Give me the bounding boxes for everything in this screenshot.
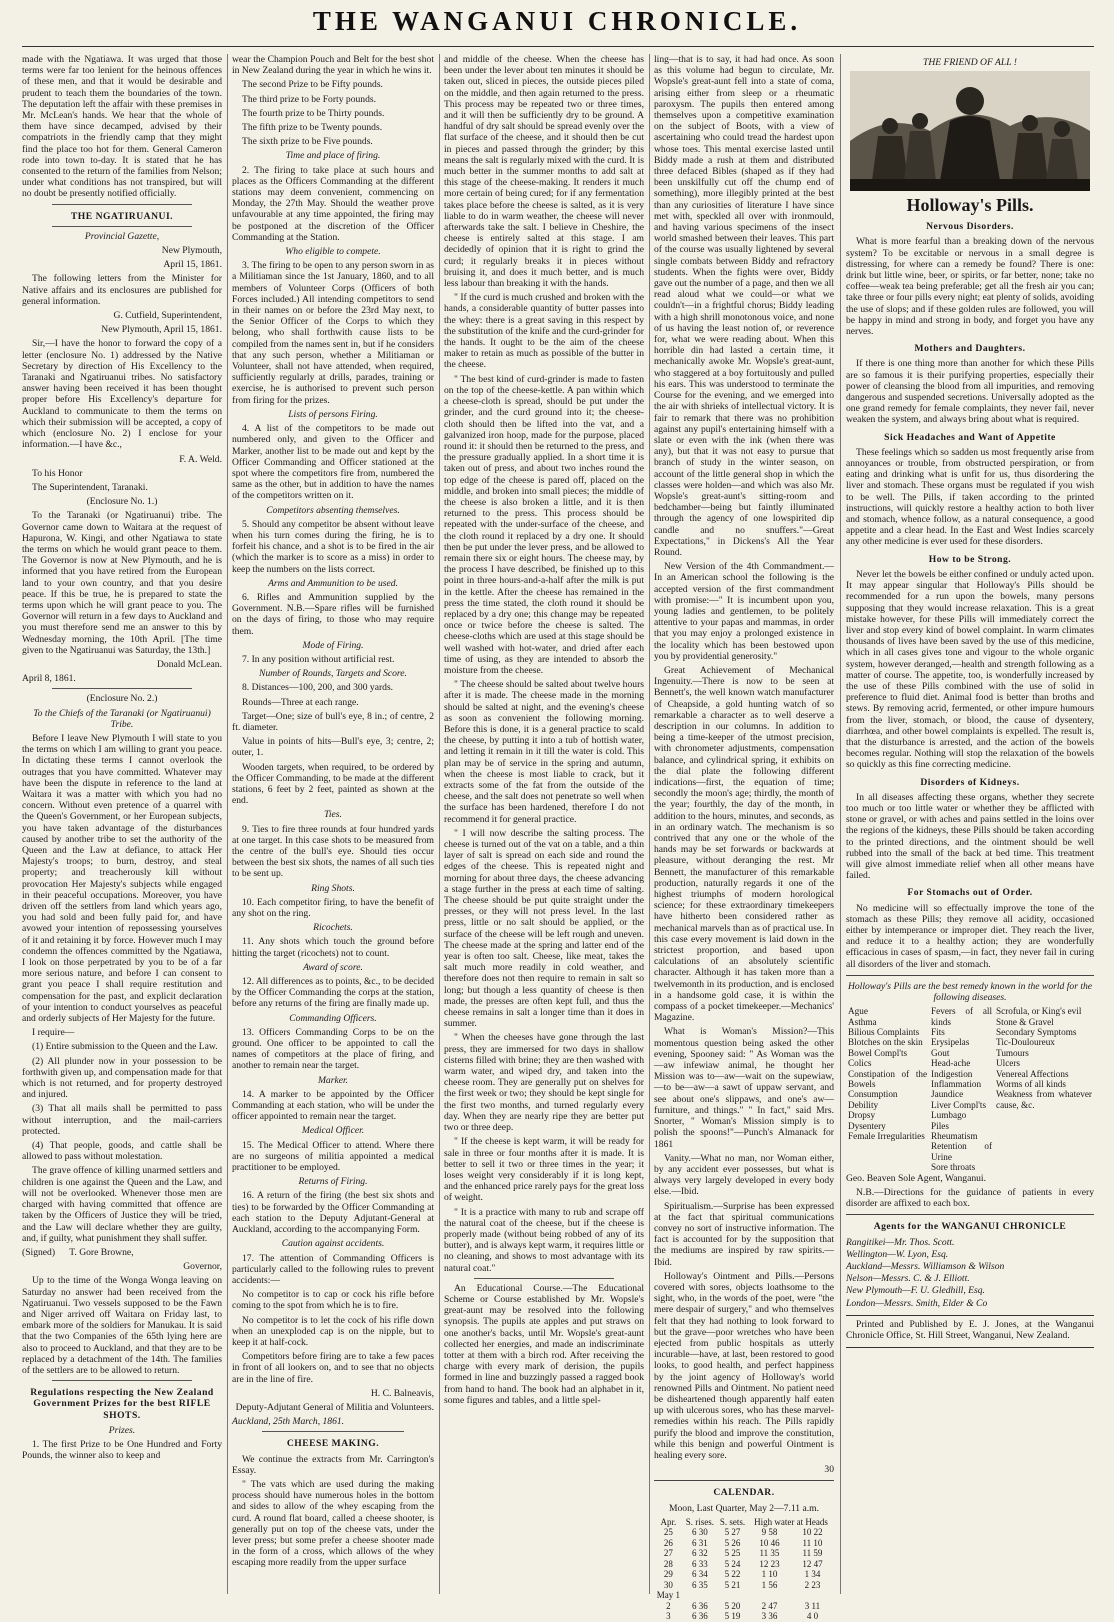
paragraph: Wooden targets, when required, to be ordered by the Officer Commanding, to be made at the different stations, 6 feet by 2 feet, painted as shown at the end. [232,761,434,807]
disease-item: Bilious Complaints [848,1027,920,1038]
calendar-cell: 2 [666,1600,671,1611]
diseases-column [929,1006,994,1173]
calendar-cell: 5 22 [724,1569,741,1580]
divider [846,1214,1094,1215]
list-item: The sixth prize to be Five pounds. [242,136,373,148]
paragraph: Competitors before firing are to take a few paces in front of all lookers on, and to see that no objects are in the line of fire. [232,1351,434,1385]
address-line: To his Honor [32,467,83,479]
paragraph: " It is a practice with many to rub and scrape off the natural coat of the cheese, but if the cheese is properly made (without being robbed of any of its butter), and is always kept warm, it requires little or no cleaning, and shows to most advantage with its natural coat." [444,1206,644,1274]
subheading: Medical Officer. [301,1125,365,1137]
disease-item: Indigestion [931,1068,973,1079]
disease-item: Head-ache [931,1058,971,1069]
calendar-cell: 6 30 [691,1527,708,1538]
calendar-row [654,1590,834,1601]
paragraph: " If the curd is much crushed and broken with the hands, a considerable quantity of butter passes into the whey: there is a great saving in this respect by the substitution of the knife and the curd-grinder for the hands. It ought to be the aim of the cheese maker to retain as much as possible of the butter in the cheese. [444,292,644,371]
disease-item: Female Irregularities [848,1131,925,1142]
calendar-cell: 3 36 [761,1611,778,1622]
disease-item: Constipation of the Bowels [848,1068,928,1090]
divider [52,688,192,689]
enclosure-heading: (Enclosure No. 1.) [86,496,158,508]
paragraph: " I will now describe the salting process. The cheese is turned out of the vat on a table, and a thin layer of salt is spread on each side and round the edges of the cheese. This is repeated night and morning for about three days, the cheese advancing a stage further in the press at each time of salting. The cheese should be put quite straight under the presses, or they will not press level. In the last press, little or no salt should be applied, or the surface of the cheese will be left rough and uneven. The cheese made at the spring and latter end of the year is often too salt. Cheese, like meat, takes the salt much more readily in cold weather, and therefore does not then require to remain in salt so long; but though a less quantity of cheese is then made, the presses are often kept full, and thus the cheese remains in salt a longer time than it does in summer. [444,827,644,1030]
subheading: Ricochets. [313,922,353,934]
paragraph: " The vats which are used during the making process should have numerous holes in the bottom and sides to allow of the whey escaping from the curd. A round flat board, called a cheese shooter, is generally put on top of the cheese vats, under the lever press; but some prefer a cheese shooter made in the form of a cross, which allows of the whey escaping more readily from the upper surface [232,1478,434,1569]
disease-item: Ulcers [996,1058,1021,1069]
signature: H. C. Balneavis, [370,1387,434,1399]
paragraph: N.B.—Directions for the guidance of patients in every disorder are affixed to each box. [846,1186,1094,1210]
calendar-col-header: S. sets. [719,1516,746,1527]
column-1 [22,54,222,1594]
date-line: April 8, 1861. [22,673,76,685]
signature-title: Governor, [183,1261,222,1273]
advert-heading: For Stomachs out of Order. [907,887,1033,899]
subheading: Ties. [324,809,342,821]
agent-line: Auckland—Messrs. Williamson & Wilson [846,1260,1005,1272]
disease-item: Tumours [996,1047,1029,1058]
paragraph: Sir,—I have the honor to forward the copy of a letter (enclosure No. 1) addressed by the Native Secretary by direction of His Excellency to the Taranaki and Ngatiruanui tribes. No satisfactory answer having been received it has been thought proper before His Excellency's departure for Auckland to communicate to them the terms on which their submission will be accepted, a copy of which (enclosure No. 2) I enclose for your information.—I have &c., [22,338,222,451]
calendar-row [654,1569,834,1580]
calendar-row [654,1611,834,1622]
calendar-cell: 11 35 [759,1548,780,1559]
advert-heading: How to be Strong. [928,553,1012,565]
disease-item: Stone & Gravel [996,1016,1054,1027]
enclosure-heading: (Enclosure No. 2.) [86,693,158,705]
column-5 [846,54,1094,1594]
paragraph: 8. Distances—100, 200, and 300 yards. [242,682,394,694]
calendar-cell [683,1590,717,1601]
paragraph: 6. Rifles and Ammunition supplied by the Government. N.B.—Spare rifles will be furnished on the days of firing, to those who may require them. [232,591,434,637]
disease-item: Scrofula, or King's evil [996,1006,1082,1017]
paragraph: Before I leave New Plymouth I will state to you the terms on which I am willing to grant you peace. In dictating these terms I cannot overlook the outrages that you have committed. Whatever may have been the dispute in reference to the land at Waitara it was a matter with which you had no concern. Without even pretence of a quarrel with the Queen's Government, or her European subjects, you have taken advantage of the disturbances caused by another tribe to set the authority of the Queen and the Law at defiance, to attack Her Majesty's troops; to burn, destroy, and steal property; and treacherously kill without provocation Her Majesty's subjects while engaged in their peaceful occupations. Moreover, you have driven off the settlers from land which years ago, you had sold and been fully paid for, and have avowed your intention of repossessing yourselves of it and retaining it by force. However much I may condemn the offences committed by the Ngatiawa, I look on those perpetrated by you to be of a far more serious nature, and before I can consent to grant you peace I shall require restitution and compensation for the past, and explicit declaration of your intention to conduct yourselves as peaceful and orderly subjects of Her Majesty for the future. [22,732,222,1025]
paragraph: No medicine will so effectually improve the tone of the stomach as these Pills; they remove all acidity, occasioned either by intemperance or improper diet. They reach the liver, and reduce it to a healthy action; they are wonderfully efficacious in cases of spasm,—in fact, they never fail in curing all disorders of the liver and stomach. [846,902,1094,970]
calendar-row [654,1559,834,1570]
subheading: Marker. [317,1074,349,1086]
place-line: New Plymouth, [161,245,222,257]
calendar-cell: 28 [663,1558,673,1569]
advert-brand: Holloway's Pills. [906,195,1034,216]
disease-item: Jaundice [931,1089,964,1100]
address-line: The Superintendent, Taranaki. [32,481,148,493]
subheading: Prizes. [108,1424,136,1436]
agent-line: London—Messrs. Smith, Elder & Co [846,1297,988,1309]
agent-line: Nelson—Messrs. C. & J. Elliott. [846,1273,970,1285]
paragraph: Vanity.—What no man, nor Woman either, by any accident ever possesses, but what is always very largely developed in every body else.—Ibid. [654,1152,834,1198]
calendar-cell [717,1590,748,1601]
calendar-cell: 1 10 [761,1569,778,1580]
calendar-cell: 2 23 [804,1579,821,1590]
list-item: The fourth prize to be Thirty pounds. [242,107,385,119]
diseases-column [846,1006,929,1173]
divider [52,226,192,227]
paragraph: " When the cheeses have gone through the last press, they are immersed for two days in shallow cisterns filled with brine; they are then washed with warm water, and wiped dry, and taken into the cheese room. They are generally put on shelves for the first week or two; they should be kept single for the first two months, and turned regularly every day. When they are nearly ripe they are better put two or three deep. [444,1032,644,1134]
disease-item: Sore throats [931,1162,976,1173]
paragraph: 16. A return of the firing (the best six shots and ties) to be forwarded by the Officer Commanding at each station to the Deputy Adjutant-General at Auckland, according to the accompanying Form. [232,1190,434,1236]
paragraph: We continue the extracts from Mr. Carrington's Essay. [232,1453,434,1476]
subheading: Caution against accidents. [281,1238,385,1250]
paragraph: Never let the bowels be either confined or unduly acted upon. It may appear singular that Holloway's Pills should be recommended for a run upon the bowels, many persons supposing that they would increase relaxation. This is a great mistake however, for these Pills will immediately correct the liver and stop every kind of bowel complaint. In warm climates thousands of lives have been saved by the use of this medicine, which in all cases gives tone and vigour to the whole organic system, however deranged,—health and strength following as a matter of course. The appetite, too, is wonderfully increased by the use of these Pills combined with the use of solid in preference to fluid diet. Animal food is better than broths and stews. By removing acrid, fermented, or other impure humours from the liver, stomach, or blood, the cause of dysentery, diarrhœa, and other bowel complaints is expelled. The result is, that the disturbance is arrested, and the action of the bowels becomes regular. Nothing will stop the relaxation of the bowels so quickly as this fine correcting medicine. [846,568,1094,771]
paragraph: These feelings which so sadden us most frequently arise from annoyances or trouble, from obstructed perspiration, or from eating and drinking what is unfit for us, thus disordering the liver and stomach. These organs must be regulated if you wish to be well. The Pills, if taken according to the printed instructions, will quickly restore a healthy action to both liver and stomach, whence follow, as a natural consequence, a good appetite and a clear head. In the East and West Indies scarcely any other medicine is ever used for these disorders. [846,446,1094,548]
paragraph: What is Woman's Mission?—This momentous question being asked the other evening, Spooney said: " As Woman was the—aw infewiaw animal, he thought her Mission was to—aw—wait on the supewiaw,—to be—aw—a sawt of uppaw servant, and see about one's slippaws, and one's aw—furniture, and things." " In fact," said Mrs. Snorter, " Woman's Mission simply is to polish the spoons!"—Punch's Almanack for 1861 [654,1026,834,1150]
disease-item: Dysentery [848,1120,886,1131]
advert-heading: Mothers and Daughters. [914,343,1026,355]
paragraph: An Educational Course.—The Educational Scheme or Course established by Mr. Wopsle's great-aunt may be resolved into the following synopsis. The pupils ate apples and put straws on one another's backs, until Mr. Wopsle's great-aunt collected her energies, and made an indiscriminate totter at them with a birch rod. After receiving the charge with every mark of derision, the pupils formed in line and buzzingly passed a ragged book from hand to hand. The book had an alphabet in it, some figures and tables, and a little spel- [444,1282,644,1406]
disease-item: Rheumatism [931,1131,978,1142]
subheading: Time and place of firing. [285,150,381,162]
advert-heading: Sick Headaches and Want of Appetite [884,431,1056,443]
paragraph: 17. The attention of Commanding Officers is particularly called to the following rules to prevent accidents:— [232,1252,434,1286]
calendar-body [654,1527,834,1622]
paragraph: and middle of the cheese. When the cheese has been under the lever about ten minutes it should be taken out, sliced in pieces, the outside pieces piled on the middle, and then again returned to the press. This process may be repeated two or three times, and it will then be sufficiently dry to be ground. A handful of dry salt should be spread evenly over the flat surface of the cheese, and it should then be cut in pieces and passed through the grinder; by this means the salt is regularly mixed with the curd. It is much better in the summer months to add salt at this stage of the cheese-making. It renders it much more certain of being cured; for if any fermentation takes place before the cheese is salted, as it is very liable to do in warm weather, the cheese will never afterwards take the salt. I believe in Cheshire, the cheese is entirely salted at this stage. I am decidedly of opinion that it is right to grind the curd; it regularly breaks it in pieces without bruising it, and does it much better, and is much less labour than breaking it with the hands. [444,54,644,290]
subheading: Number of Rounds, Targets and Score. [259,668,407,680]
paragraph: In all diseases affecting these organs, whether they secrete too much or too little water or whether they be afflicted with stone or gravel, or with aches and pains settled in the loins over the regions of the kidneys, these Pills should be taken according to the printed directions, and the ointment should be well rubbed into the small of the back at bed time. This treatment will give almost immediate relief when all other means have failed. [846,791,1094,882]
diseases-table [846,1006,1094,1173]
column-divider [649,54,650,1594]
table-intro: Holloway's Pills are the best remedy known in the world for the following diseases. [847,980,1093,1003]
signature: G. Cutfield, Superintendent, [113,310,222,322]
disease-item: Lumbago [931,1110,967,1121]
disease-item: Gout [931,1047,950,1058]
divider [846,975,1094,976]
list-item: (2) All plunder now in your possession to be forthwith given up, and compensation made for that which is not returned, and for property destroyed and injured. [22,1055,222,1101]
paragraph: " If the cheese is kept warm, it will be ready for sale in three or four months after it is made. It is better to sell it two or three times in the year; it loses weight very considerably if it is long kept, and the enhanced price rarely pays for the great loss of weight. [444,1136,644,1204]
calendar-cell: 12 23 [759,1558,780,1569]
disease-item: Dropsy [848,1110,876,1121]
paragraph: 13. Officers Commanding Corps to be on the ground. One officer to be appointed to call the names of competitors at the place of firing, and another to remain near the target. [232,1026,434,1072]
section-heading: CHEESE MAKING. [286,1438,380,1450]
calendar-cell: 3 [666,1611,671,1622]
subheading: Competitors absenting themselves. [266,504,400,516]
column-3 [444,54,644,1594]
calendar-col-header: S. rises. [685,1516,714,1527]
paragraph: 14. A marker to be appointed by the Officer Commanding at each station, who will be under the officer appointed to remain near the target. [232,1088,434,1123]
calendar-table [654,1517,834,1622]
paragraph: 7. In any position without artificial rest. [242,653,395,665]
calendar-cell: 6 34 [691,1569,708,1580]
list-item: The second Prize to be Fifty pounds. [242,79,383,91]
masthead [0,6,1114,42]
calendar-cell: 6 31 [691,1537,708,1548]
list-item: (4) That people, goods, and cattle shall be allowed to pass without molestation. [22,1140,222,1163]
paragraph: Up to the time of the Wonga Wonga leaving on Saturday no answer had been received from the Ngatiruanui. Two vessels supposed to be the Fawn and Niger arrived off Waitara on Friday last, to embark more of the soldiers for Manukau. It is said that the two Companies of the 65th lying here are also to proceed to Auckland, and that they are to be replaced by a detachment of the 14th. The families of the settlers are to be allowed to return. [22,1275,222,1376]
calendar-cell: 2 47 [761,1600,778,1611]
calendar-cell: May 1 [656,1590,680,1601]
disease-item: Fits [931,1027,945,1038]
calendar-cell: 6 36 [691,1600,708,1611]
disease-item: Liver Compl'ts [931,1099,987,1110]
signed-label: (Signed) [22,1246,56,1258]
calendar-col-header: Apr. [660,1516,677,1527]
calendar-cell: 12 47 [802,1558,823,1569]
disease-item: Tic-Douloureux [996,1037,1055,1048]
calendar-row [654,1580,834,1591]
paragraph: ling—that is to say, it had had once. As soon as this volume had begun to circulate, Mr. Wopsle's great-aunt fell into a state of coma, arising either from sleep or a rheumatic paroxysm. The pupils then entered among themselves upon a competitive examination on the subject of Boots, with a view of ascertaining who could tread the hardest upon whose toes. This mental exercise lasted until Biddy made a rush at them and distributed three defaced Bibles (shaped as if they had been unskilfully cut off the chump end of something), more illegibly printed at the best than any curiosities of literature I have since met with, speckled all over with ironmould, and having various specimens of the insect world smashed between their leaves. This part of the course was usually lightened by several single combats between Biddy and refractory students. When the fights were over, Biddy gave out the number of a page, and then we all read aloud what we could—or what we couldn't—in a frightful chorus; Biddy leading with a high shrill monotonous voice, and none of us having the least notion of, or reverence for, what we were reading about. When this horrible din had lasted a certain time, it mechanically awoke Mr. Wopsle's great-aunt, who staggered at a boy fortuitously and pulled his ears. This was understood to terminate the Course for the evening, and we emerged into the air with shrieks of intellectual victory. It is fair to remark that there was no prohibition against any pupil's entertaining himself with a slate or even with the ink (when there was any), but that it was not easy to pursue that branch of study in the winter season, on account of the little general shop in which the classes were holden—and which was also Mr. Wopsle's great-aunt's sitting-room and bedchamber—being but faintly illuminated through the agency of one lowspirited dip candle and no snuffers."—Great Expectations," in Dickens's All the Year Round. [654,54,834,558]
paragraph: 9. Ties to fire three rounds at four hundred yards at one target. In this case shots to be measured from the centre of the bull's eye. Should ties occur between the best six shots, the names of all such ties to be sent up. [232,823,434,880]
disease-item: Piles [931,1120,949,1131]
divider [474,1278,614,1279]
paragraph: Target—One; size of bull's eye, 8 in.; of centre, 2 ft. diameter. [232,710,434,733]
calendar-heading: CALENDAR. [713,1487,775,1499]
paragraph: The following letters from the Minister for Native affairs and its enclosures are published for general information. [22,273,222,307]
paragraph: wear the Champion Pouch and Belt for the best shot in New Zealand during the year in which he wins it. [232,54,434,77]
paragraph: 1. The first Prize to be One Hundred and Forty Pounds, the winner also to keep and [22,1438,222,1462]
signature-title: Deputy-Adjutant General of Militia and Volunteers. [235,1401,434,1413]
paragraph: If there is one thing more than another for which these Pills are so famous it is their purifying properties, especially their power of cleansing the blood from all impurities, and removing dangerous and suspended secretions. Universally adopted as the one grand remedy for female complaints, they never fail, never weaken the system, and always bring about what is required. [846,358,1094,426]
calendar-row [654,1527,834,1538]
agents-heading: Agents for the WANGANUI CHRONICLE [873,1221,1067,1233]
paragraph: No competitor is to cap or cock his rifle before coming to the spot from which he is to fire. [232,1289,434,1312]
calendar-cell: 1 34 [804,1569,821,1580]
disease-item: Erysipelas [931,1037,970,1048]
paragraph: Value in points of hits—Bull's eye, 3; centre, 2; outer, 1. [232,736,434,759]
subheading: Lists of persons Firing. [288,408,378,420]
paragraph: New Version of the 4th Commandment.—In an American school the following is the accepted version of the first commandment with promise:—" It is incumbent upon you, young ladies and gentlemen, to be politely attentive to your papas and mammas, in order that you may enjoy a prolonged existence in the locality which has been bestowed upon you by providential generosity." [654,561,834,662]
subheading: Returns of Firing. [298,1176,368,1188]
advert-heading: Nervous Disorders. [926,221,1014,233]
diseases-column [994,1006,1094,1173]
subheading: Who eligible to compete. [285,246,381,258]
column-4 [654,54,834,1622]
calendar-cell: 11 10 [802,1537,823,1548]
calendar-cell: 6 35 [691,1579,708,1590]
calendar-cell: 5 25 [724,1548,741,1559]
calendar-cell: 4 0 [806,1611,819,1622]
newspaper-title: THE WANGANUI CHRONICLE. [312,6,802,36]
disease-item: Ague [848,1006,868,1017]
column-divider [227,54,228,1594]
calendar-cell: 10 22 [802,1527,823,1538]
calendar-cell: 6 32 [691,1548,708,1559]
disease-item: Secondary Symptoms [996,1027,1077,1038]
paragraph: 4. A list of the competitors to be made out numbered only, and given to the Officer and Marker, another list to be made out and kept by the Officer Commanding and Officer stationed at the spot where the competitors fire from, numbered the same as the other, but in addition to have the names of the competitors written on it. [232,423,434,502]
disease-item: Inflammation [931,1079,982,1090]
calendar-cell: 5 24 [724,1558,741,1569]
date-line: Auckland, 25th March, 1861. [232,1416,345,1428]
disease-item: Retention of Urine [931,1141,993,1162]
subheading: Arms and Ammunition to be used. [268,577,398,589]
list-item: (3) That all mails shall be permitted to pass without interruption, and the mail-carriers protected. [22,1103,222,1137]
agent-line: Wellington—W. Lyon, Esq. [846,1248,949,1260]
calendar-cell: 5 21 [724,1579,741,1590]
paragraph: No competitor is to let the cock of his rifle down when an unexploded cap is on the nipple, but to keep it at half-cock. [232,1314,434,1348]
subheading: Commanding Officers. [289,1012,377,1024]
disease-item: Colics [848,1058,872,1069]
paragraph: Holloway's Ointment and Pills.—Persons covered with sores, objects loathsome to the sight, who, in the words of the poet, were "the mere despair of surgery," and who themselves felt that they had nothing to look forward to but the grave—poor wretches who have been ejected from public hospitals as utterly incurable—have, at last, been restored to good looks, to good health, and perfect happiness by the joint agency of Holloway's world renowned Pills and Ointment. No patient need be disheartened though apparently half eaten up with ulcerous sores, who has these marvel-remedies within his reach. The Pills rapidly purify the blood and improve the constitution, while this benign and powerful Ointment is healing every sore. [654,1270,834,1461]
paragraph: 2. The firing to take place at such hours and places as the Officers Commanding at the different stations may deem convenient, commencing on Monday, the 27th May. Should the weather prove unfavourable at any time appointed, the firing may be postponed at the discretion of the Officer Commanding at the Station. [232,164,434,243]
calendar-cell: 26 [663,1537,673,1548]
calendar-subheading: Moon, Last Quarter, May 2—7.11 a.m. [668,1502,820,1514]
calendar-cell: 3 11 [804,1600,821,1611]
calendar-cell: 6 33 [691,1558,708,1569]
masthead-rule [22,46,1094,47]
calendar-cell: 25 [663,1527,673,1538]
disease-item: Venereal Affections [996,1068,1069,1079]
section-heading: Regulations respecting the New Zealand Government Prizes for the best RIFLE SHOTS. [30,1387,214,1421]
disease-item: Worms of all kinds [996,1079,1066,1090]
paragraph: 5. Should any competitor be absent without leave when his turn comes during the firing, he is to forfeit his chance, and a shot is to be fired in the air (which the marker is to score as a miss) in order to keep the numbers on the lists correct. [232,518,434,575]
calendar-cell [748,1590,791,1601]
disease-item: Consumption [848,1089,898,1100]
paragraph: made with the Ngatiawa. It was urged that those terms were far too lenient for the heinous offences of these men, and that it would be desirable and prudent to teach them the boundaries of the town. The deputation left the affair with these premises in Mr. McLean's hands. We hear that the whole of them have since decamped, advised by their compatriots in the friendly camp that they might find the place too hot for them. General Cameron rode into town to-day. It is stated that he has consented to the return of the families from Nelson; under what conditions has not transpired, but will no doubt be presently notified officially. [22,54,222,200]
calendar-row [654,1548,834,1559]
paragraph: " The best kind of curd-grinder is made to fasten on the top of the cheese-kettle. A pan within which a cheese-cloth is spread, should be put under the grinder, and the curd ground into it; the cheese-cloth should then be lifted into the vat, and a galvanized iron hoop, made for the purpose, placed round it: it should then be returned to the press, and the pressure gradually applied. In a short time it is taken out of press, and about two inches round the top edge of the cheese is pared off, placed on the middle, and broken into small pieces; the middle of the cheese is also broken a little, and it is then returned to the press. This process should be repeated with the under-surface of the cheese, and the cloth round it replaced by a dry one. It should then be put under the lever press, and be allowed to remain there six or eight hours. The cheese may, by the process I have described, be finished up to this point in three hours-and-a-half after the milk is put in the kettle. After the cheese has remained in the press the time stated, the cloth round it should be replaced by a dry one; this change may be repeated once or twice before the cheese is salted. The cheese-cloths which are used at this stage should be well washed with hot-water, and dried after each time of using, as they are intended to absorb the moisture from the cheese. [444,373,644,676]
disease-item: Weakness from whatever cause, &c. [996,1089,1092,1110]
calendar-cell [791,1590,834,1601]
advert-heading: Disorders of Kidneys. [920,776,1020,788]
disease-item: Bowel Compl'ts [848,1047,908,1058]
calendar-row [654,1538,834,1549]
date-line: April 15, 1861. [163,259,222,271]
column-divider [439,54,440,1594]
calendar-cell: 30 [663,1579,673,1590]
divider [52,1380,192,1381]
calendar-cell: 29 [663,1569,673,1580]
calendar-cell: 5 19 [724,1611,741,1622]
calendar-cell: 9 58 [761,1527,778,1538]
calendar-cell: 27 [663,1548,673,1559]
calendar-header-row [654,1517,834,1528]
page-number: 30 [824,1464,834,1476]
imprint-box [846,1315,1094,1348]
agent-line: Rangitikei—Mr. Thos. Scott. [846,1236,955,1248]
subheading: Ring Shots. [311,882,355,894]
list-item: (1) Entire submission to the Queen and the Law. [32,1041,218,1053]
disease-item: Asthma [848,1016,877,1027]
paragraph: Rounds—Three at each range. [242,696,359,708]
divider [262,1431,404,1432]
divider [654,1480,834,1481]
calendar-cell: 6 36 [691,1611,708,1622]
paragraph: 15. The Medical Officer to attend. Where there are no surgeons of militia appointed a medical practitioner to be employed. [232,1139,434,1174]
signature: New Plymouth, April 15, 1861. [101,324,222,336]
enclosure-subheading: To the Chiefs of the Taranaki (or Ngatiruanui) Tribe. [33,707,211,730]
paragraph: I require— [32,1027,75,1039]
paragraph: 11. Any shots which touch the ground before hitting the target (ricochets) not to count. [232,936,434,959]
paragraph: " The cheese should be salted about twelve hours after it is made. The cheese made in the morning should be salted at night, and the evening's cheese as soon as convenient the following morning. Before this is done, it is a general practice to scald the cheese, by putting it into a tub of hottish water, and letting it remain in it till the water is cold. This plan may be of service in the spring and autumn, when the cheese is most liable to crack, but it extracts some of the fat from the outside of the cheese, and the salt does not penetrate so well when the surface has been hardened, therefore I do not recommend it for general practice. [444,679,644,825]
signature [22,1247,222,1258]
paragraph: 10. Each competitor firing, to have the benefit of any shot on the ring. [232,896,434,920]
disease-item: Debility [848,1099,879,1110]
calendar-cell: 5 27 [724,1527,741,1538]
paragraph: 12. All differences as to points, &c., to be decided by the Officer Commanding the corps at the station, before any returns of the firing are finally made up. [232,976,434,1010]
agent-line: New Plymouth—F. U. Gledhill, Esq. [846,1285,985,1297]
subheading: Mode of Firing. [302,639,364,651]
signature-name: T. Gore Browne, [69,1246,134,1258]
signature: Donald McLean. [156,658,222,670]
paragraph: What is more fearful than a breaking down of the nervous system? To be excitable or nervous in a small degree is distressing, for where can a remedy be found? There is one: drink but little wine, beer, or spirits, or far better, none; take no coffee—weak tea being preferable; get all the fresh air you can; take three or four pills every night; eat plenty of solids, avoiding the use of slops; and if these golden rules are followed, you will be happy in mind and strong in body, and forget you have any nerves. [846,236,1094,338]
calendar-row [654,1601,834,1612]
calendar-cell: 5 26 [724,1537,741,1548]
subheading: Award of score. [303,961,363,973]
calendar-col-header: High water at Heads [754,1516,828,1527]
calendar-cell: 11 59 [802,1548,823,1559]
disease-item: Fevers of all kinds [931,1006,993,1027]
paragraph: Spiritualism.—Surprise has been expressed at the fact that spiritual communications convey no sort of instructive information. The fact is accounted for by the supposition that the mediums are inspired by raw spirits.—Ibid. [654,1200,834,1268]
disease-item: Blotches on the skin [848,1037,923,1048]
paragraph: Great Achievement of Mechanical Ingenuity.—There is now to be seen at Bennett's, the well known watch manufacturer of Cheapside, a gold hunting watch of so remarkable a character as to well deserve a description in our columns. In addition to being a time-keeper of the utmost precision, with chronometer adjustments, compensation balance, and cylindrical spring, it exhibits on the dial plate the following different indications—first, the equation of time; secondly the moon's age; thirdly, the month of the year; fourthly, the day of the month, in addition to the hours, minutes, and seconds, as in an ordinary watch. The mechanism is so contrived that any one or the whole of the hands may be set forwards or backwards at pleasure, without deranging the rest. Mr Bennett, the manufacturer of this remarkable production, naturally regards it one of the highest triumphs of modern horological science; for these extraordinary timekeepers have hitherto been considered rather as mechanical marvels than as of practical use. In this case every movement is laid down in the strictest proportion, and based upon calculations of an absolutely scientific character. Although it has taken more than a twelvemonth in its production, and is enclosed in a handsome gold case, it is within the compass of a pocket timekeeper.—Mechanics' Magazine. [654,664,834,1024]
list-item: The fifth prize to be Twenty pounds. [242,122,383,134]
divider [52,204,192,205]
list-item: The third prize to be Forty pounds. [242,93,377,105]
section-heading: THE NGATIRUANUI. [70,210,174,222]
advert-caption: THE FRIEND OF ALL ! [923,57,1017,68]
calendar-cell: 10 46 [759,1537,780,1548]
calendar-cell: 5 20 [724,1600,741,1611]
source-line: Provincial Gazette, [84,230,160,242]
agents-list [846,1237,1094,1309]
column-divider [840,54,841,1594]
engraving-illustration [850,71,1090,191]
paragraph: The grave offence of killing unarmed settlers and children is one against the Queen and the Law, and will not be overlooked. Whenever those men are charged with having committed that offence are taken by the Officers of Justice they will be tried, and the Law will declare whether they are guilty, and, if guilty, what punishment they shall suffer. [22,1165,222,1244]
signature: F. A. Weld. [179,453,222,465]
imprint: Printed and Published by E. J. Jones, at the Wanganui Chronicle Office, St. Hill Street, Wanganui, New Zealand. [846,1318,1094,1341]
paragraph: 3. The firing to be open to any person sworn in as a Militiaman since the 1st January, 1860, and to all members of Volunteer Corps (Officers of both Forces included.) All intending competitors to send in their names on or before the 23rd May next, to the Senior Officer of the Corps to which they belong, who shall forthwith cause lists to be compiled from the names sent in, but if he considers that any such person, whether a Militiaman or Volunteer, shall not have attended, when required, sufficiently regularly at drills, parades, training or exercise, he is authorised to prevent such person from firing for the prizes. [232,260,434,406]
calendar-cell: 1 56 [761,1579,778,1590]
sole-agent: Geo. Beaven Sole Agent, Wanganui. [846,1172,986,1184]
column-2 [232,54,434,1594]
paragraph: To the Taranaki (or Ngatiruanui) tribe. The Governor came down to Waitara at the request of Hapurona, W. Kingi, and other Ngatiawa to state the terms on which he would grant peace to them. The Governor is now at New Plymouth, and he is informed that you have retired from the European land to your own country, and that you desire peace. If this be true, he is prepared to state the terms upon which he will grant peace to you. The Governor will return in a few days to Auckland and you must therefore send me an answer to this by Wednesday morning, the 10th April. [The time given to the Ngatiruanui was Saturday, the 13th.] [22,510,222,656]
